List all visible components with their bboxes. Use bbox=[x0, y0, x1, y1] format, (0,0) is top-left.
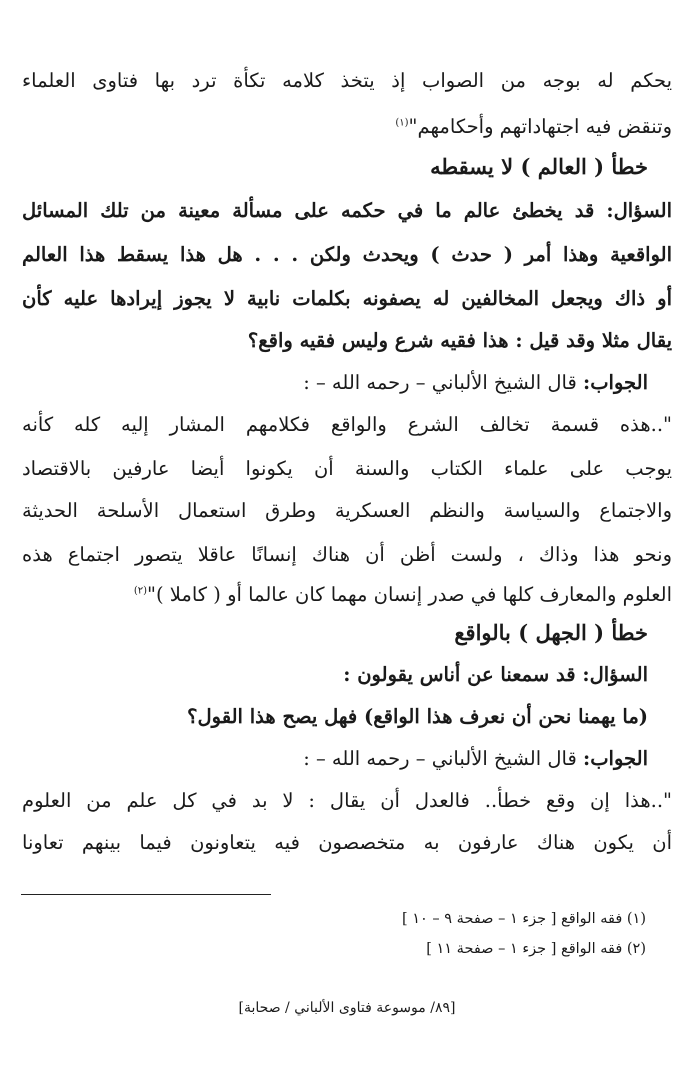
answer-1-line-5: العلوم والمعارف كلها في صدر إنسان مهما كان عالما أو ( كاملا )"$^{(٢)}$ bbox=[133, 583, 672, 606]
question-2-line-2: (ما يهمنا نحن أن نعرف هذا الواقع) فهل يصح هذا القول؟ bbox=[187, 705, 648, 728]
footnote-ref-1: (١) bbox=[395, 117, 409, 129]
answer-2-line-2: أن يكون هناك عارفون به متخصصون فيه يتعاونون فيما بينهم تعاونا bbox=[22, 831, 672, 854]
answer-2-line-1: "..هذا إن وقع خطأ.. فالعدل أن يقال : لا بد في كل علم من العلوم bbox=[22, 789, 672, 812]
answer-label-2: الجواب: bbox=[583, 747, 648, 770]
page-footer: [٨٩/ موسوعة فتاوى الألباني / صحابة] bbox=[238, 1000, 456, 1016]
question-1-line-2: الواقعية وهذا أمر ( حدث ) ويحدث ولكن . . . هل هذا يسقط هذا العالم bbox=[22, 243, 672, 266]
answer-1-line-3: والاجتماع والسياسة والنظم العسكرية وطرق استعمال الأسلحة الحديثة bbox=[22, 499, 672, 522]
question-1-line-3: أو ذاك ويجعل المخالفين له يصفونه بكلمات نابية لا يجوز إيرادها عليه كأن bbox=[22, 287, 672, 310]
answer-1-intro: الجواب: قال الشيخ الألباني – رحمه الله – : bbox=[303, 371, 648, 394]
question-1-line-1: السؤال: قد يخطئ عالم ما في حكمه على مسألة معينة من تلك المسائل bbox=[22, 199, 673, 222]
section-heading-2: خطأ ( الجهل ) بالواقع bbox=[454, 620, 648, 645]
body-line-2: وتنقض فيه اجتهاداتهم وأحكامهم"$^{(١)}$ bbox=[395, 115, 672, 138]
section-heading-1: خطأ ( العالم ) لا يسقطه bbox=[430, 154, 648, 179]
question-label: السؤال: bbox=[606, 199, 673, 222]
footnote-2: (٢) فقه الواقع [ جزء ١ – صفحة ١١ ] bbox=[426, 941, 646, 957]
footnote-1: (١) فقه الواقع [ جزء ١ – صفحة ٩ – ١٠ ] bbox=[401, 911, 646, 927]
answer-1-line-1: "..هذه قسمة تخالف الشرع والواقع فكلامهم المشار إليه كله كأنه bbox=[22, 413, 672, 436]
answer-1-line-2: يوجب على علماء الكتاب والسنة أن يكونوا أيضا عارفين بالاقتصاد bbox=[22, 457, 672, 480]
answer-1-line-4: ونحو هذا وذاك ، ولست أظن أن هناك إنسانًا عاقلا يتصور اجتماع هذه bbox=[22, 543, 672, 566]
answer-2-intro: الجواب: قال الشيخ الألباني – رحمه الله – : bbox=[303, 747, 648, 770]
footnote-divider bbox=[21, 894, 271, 895]
question-1-line-4: يقال مثلا وقد قيل : هذا فقيه شرع وليس فقيه واقع؟ bbox=[247, 329, 672, 352]
question-label-2: السؤال: bbox=[582, 663, 648, 686]
footnote-ref-2: (٢) bbox=[133, 585, 147, 597]
question-2-line-1: السؤال: قد سمعنا عن أناس يقولون : bbox=[343, 663, 648, 686]
answer-label: الجواب: bbox=[583, 371, 648, 394]
body-line-1: يحكم له بوجه من الصواب إذ يتخذ كلامه تكأة ترد بها فتاوى العلماء bbox=[22, 69, 672, 92]
